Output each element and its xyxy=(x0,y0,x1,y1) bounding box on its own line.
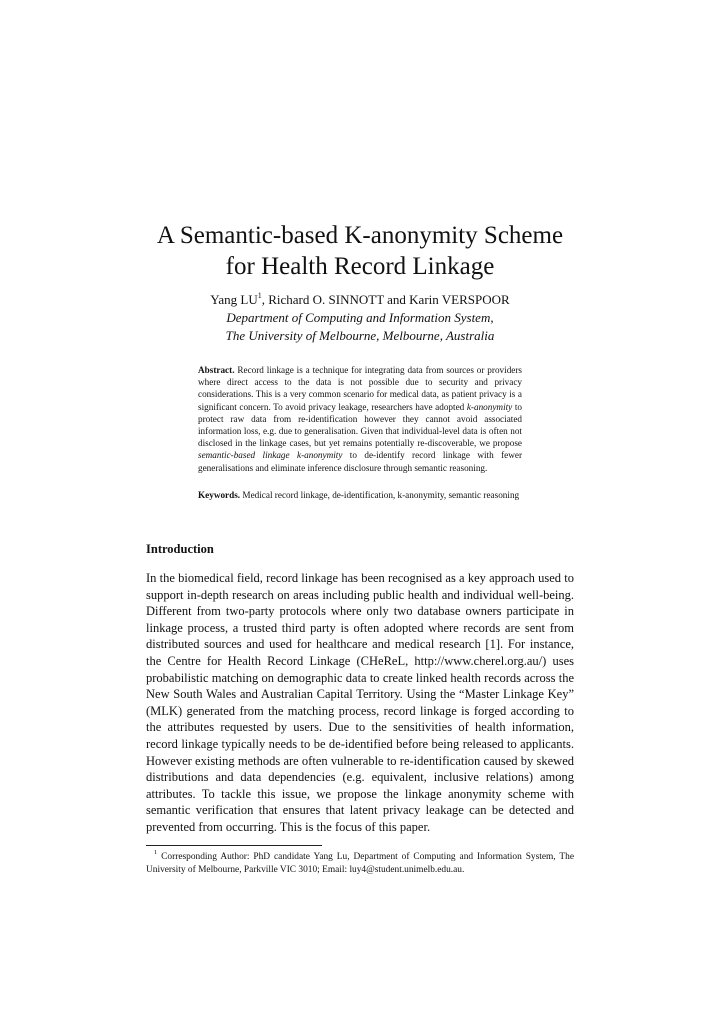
footnote-indent xyxy=(146,852,154,862)
affiliation-line-1: Department of Computing and Information System, xyxy=(226,310,494,325)
footnote-divider xyxy=(146,845,322,846)
abstract-em-2: semantic-based linkage k-anonymity xyxy=(198,450,343,461)
abstract-text-1: Record linkage is a technique for integrating data from sources or providers where direct access to the data is not possible due to security and privacy considerations. This is a very common scenario for medical data, as patient privacy is a significant concern. To avoid privacy leakage, researchers have adopted xyxy=(198,365,522,412)
keywords-text: Medical record linkage, de-identification, k-anonymity, semantic reasoning xyxy=(240,490,520,500)
author-names xyxy=(100,291,620,309)
affiliation-line-2: The University of Melbourne, Melbourne, Australia xyxy=(225,328,495,343)
keywords xyxy=(198,489,522,501)
abstract-text-2: to protect raw data from re-identification however they cannot avoid associated information loss, e.g. due to generalisation. Given that individual-level data is often not disclosed in the linkage cases, but yet remains potentially re-discoverable, we propose xyxy=(198,401,522,449)
footnote-text: Corresponding Author: PhD candidate Yang Lu, Department of Computing and Information System, The University of Melbourne, Parkville VIC 3010; Email: luy4@student.unimelb.edu.au. xyxy=(146,852,574,875)
introduction-paragraph: In the biomedical field, record linkage has been recognised as a key approach used to support in-depth research on areas including public health and individual well-being. Different from two-party protocols where only two database owners participate in linkage process, a trusted third party is often adopted where records are sent from distributed sources and used for healthcare and medical research [1]. For instance, the Centre for Health Record Linkage (CHeReL, http://www.cherel.org.au/) uses probabilistic matching on demographic data to create linked health records across the New South Wales and Australian Capital Territory. Using the “Master Linkage Key” (MLK) generated from the matching process, record linkage is forged according to the attributes requested by users. Due to the sensitivities of health information, record linkage typically needs to be de-identified before being released to applicants. However existing methods are often vulnerable to re-identification caused by skewed distributions and data dependencies (e.g. equivalent, inclusive relations) among attributes. To tackle this issue, we propose the linkage anonymity scheme with semantic verification that ensures that latent privacy leakage can be detected and prevented from occurring. This is the focus of this paper. xyxy=(146,571,574,834)
footnote-marker: 1 xyxy=(154,848,158,856)
title-line-1: A Semantic-based K-anonymity Scheme xyxy=(156,222,564,249)
author-first: Yang LU xyxy=(210,292,258,307)
author-block xyxy=(100,291,620,345)
author-footnote-marker: 1 xyxy=(257,290,262,300)
author-rest: , Richard O. SINNOTT and Karin VERSPOOR xyxy=(261,292,510,307)
section-heading-introduction: Introduction xyxy=(146,542,214,556)
abstract-label: Abstract. xyxy=(198,365,235,375)
footnote xyxy=(146,848,574,876)
paper-title xyxy=(100,220,620,282)
abstract xyxy=(198,364,522,474)
abstract-text-3: to de-identify record linkage with fewer generalisations and eliminate inference disclosure through semantic reasoning. xyxy=(198,450,522,473)
abstract-em-1: k-anonymity xyxy=(466,401,513,412)
keywords-label: Keywords. xyxy=(198,490,241,500)
title-line-2: for Health Record Linkage xyxy=(225,253,495,280)
